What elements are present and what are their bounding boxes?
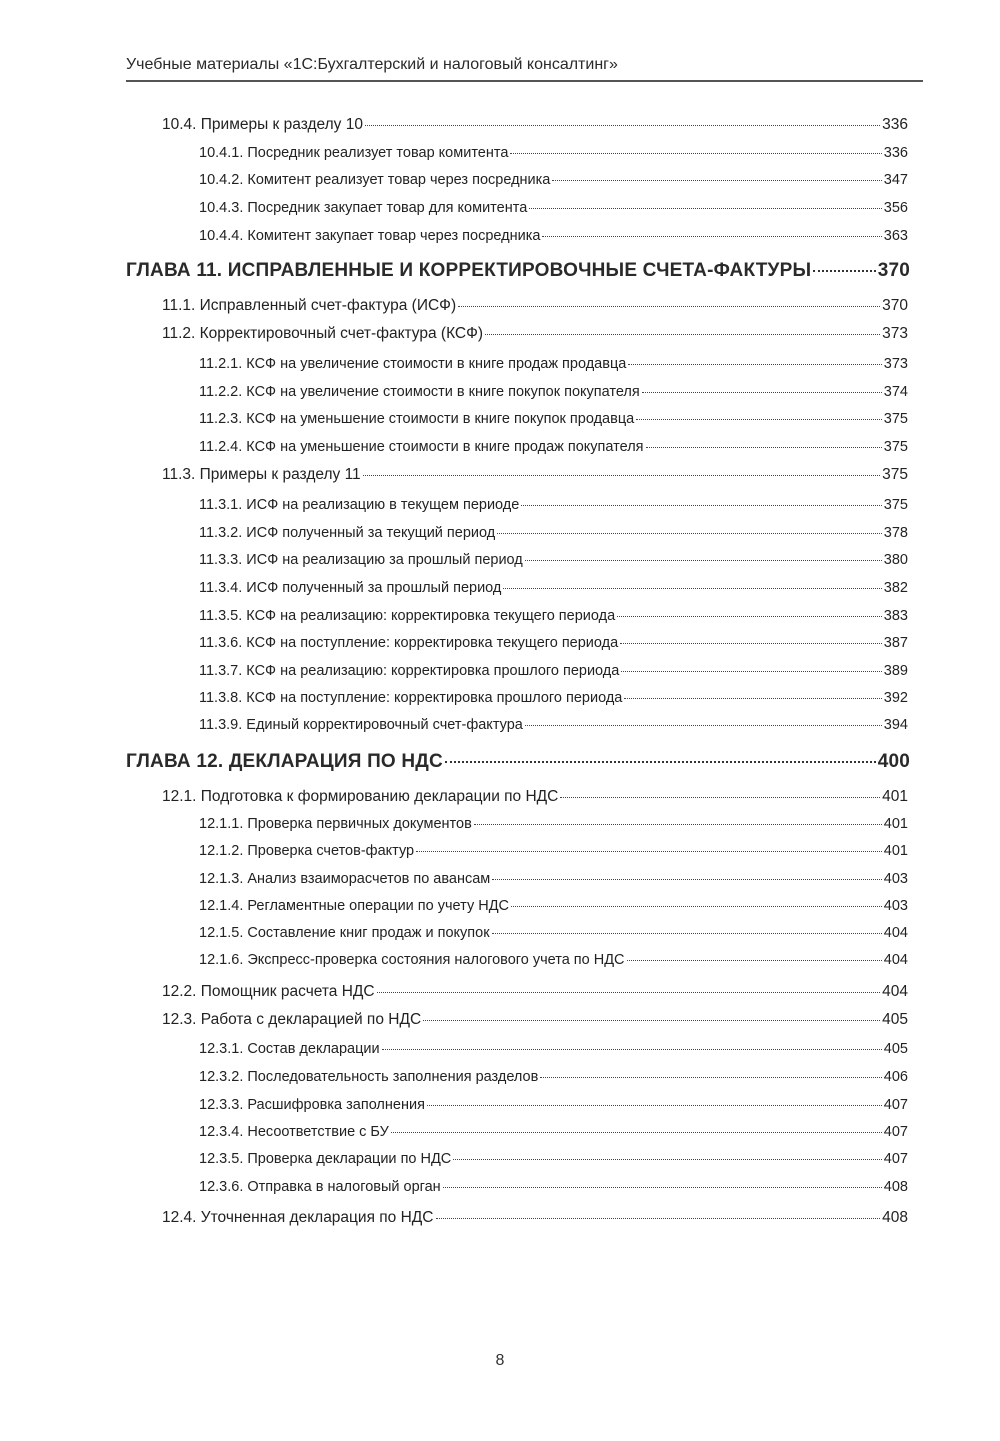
toc-entry [199,925,908,941]
toc-entry-page: 404 [883,952,908,968]
toc-entry-title: 12.3.1. Состав декларации [199,1041,380,1057]
toc-entry-title: 12.3.5. Проверка декларации по НДС [199,1151,452,1167]
dot-leader [416,851,882,852]
toc-entry-title: 12.1.1. Проверка первичных документов [199,816,472,832]
toc-entry [199,717,908,733]
toc-entry-page: 370 [877,260,910,281]
toc-entry-page: 403 [883,871,908,887]
toc-entry-page: 356 [883,200,908,216]
toc-entry [199,816,908,832]
toc-entry-title: 10.4.3. Посредник закупает товар для комитента [199,200,528,216]
toc-entry-title: 12.3. Работа с декларацией по НДС [162,1011,422,1028]
toc-entry [162,325,908,343]
page-number: 8 [495,1352,505,1369]
toc-entry-page: 389 [883,663,908,679]
toc-entry-page: 375 [883,497,908,513]
toc-entry-page: 407 [883,1151,908,1167]
toc-entry-page: 370 [882,297,908,314]
dot-leader [624,698,881,699]
toc-entry-title: 11.2.1. КСФ на увеличение стоимости в книге продаж продавца [199,356,627,372]
dot-leader [560,797,880,798]
toc-entry-page: 401 [882,788,908,805]
dot-leader [642,392,882,393]
toc-entry [199,580,908,596]
toc-entry-page: 392 [883,690,908,706]
toc-entry-title: 11.3.5. КСФ на реализацию: корректировка текущего периода [199,608,616,624]
toc-entry [199,1069,908,1085]
toc-entry [199,1041,908,1057]
toc-entry-title: 10.4.2. Комитент реализует товар через посредника [199,172,551,188]
dot-leader [525,560,882,561]
toc-entry-page: 406 [883,1069,908,1085]
toc-entry [199,1179,908,1195]
toc-entry-page: 336 [883,145,908,161]
dot-leader [497,533,882,534]
toc-entry-title: 11.2.2. КСФ на увеличение стоимости в книге покупок покупателя [199,384,640,400]
toc-entry-title: 11.3.9. Единый корректировочный счет-фактура [199,717,523,733]
toc-entry-title: 12.2. Помощник расчета НДС [162,983,375,1000]
toc-entry-title: 12.3.6. Отправка в налоговый орган [199,1179,441,1195]
dot-leader [427,1105,882,1106]
dot-leader [443,1187,882,1188]
dot-leader [436,1218,881,1219]
dot-leader [552,180,881,181]
toc-entry [199,871,908,887]
toc-entry-title: 11.3.8. КСФ на поступление: корректировка прошлого периода [199,690,623,706]
dot-leader [363,475,880,476]
toc-entry-page: 375 [882,466,908,483]
toc-entry [199,663,908,679]
toc-entry-page: 403 [883,898,908,914]
toc-entry-title: 12.1.6. Экспресс-проверка состояния налогового учета по НДС [199,952,625,968]
toc-entry-page: 336 [882,116,908,133]
toc-entry-page: 404 [882,983,908,1000]
toc-entry-title: 12.3.2. Последовательность заполнения разделов [199,1069,539,1085]
toc-entry-page: 375 [883,439,908,455]
dot-leader [542,236,881,237]
toc-entry-page: 387 [883,635,908,651]
dot-leader [628,364,881,365]
toc-chapter [126,260,910,282]
toc-entry-page: 375 [883,411,908,427]
toc-entry-page: 363 [883,228,908,244]
toc-entry [162,788,908,806]
toc-entry-title: ГЛАВА 12. ДЕКЛАРАЦИЯ ПО НДС [126,751,443,772]
toc-entry-title: 10.4. Примеры к разделу 10 [162,116,363,133]
toc-entry-page: 400 [877,751,910,772]
dot-leader [423,1020,880,1021]
toc-entry-page: 380 [883,552,908,568]
dot-leader [391,1132,882,1133]
toc-entry-title: 11.2. Корректировочный счет-фактура (КСФ) [162,325,484,342]
dot-leader [621,671,881,672]
toc-entry-title: 12.3.3. Расшифровка заполнения [199,1097,425,1113]
toc-entry [162,983,908,1001]
toc-entry [199,439,908,455]
dot-leader [540,1077,881,1078]
toc-entry-page: 407 [883,1124,908,1140]
toc-entry-title: 12.4. Уточненная декларация по НДС [162,1209,434,1226]
toc-entry-page: 408 [883,1179,908,1195]
toc-entry-title: 12.1.5. Составление книг продаж и покупок [199,925,490,941]
dot-leader [510,153,881,154]
toc-entry [199,1097,908,1113]
toc-entry [199,172,908,188]
toc-entry-title: 12.1.3. Анализ взаиморасчетов по авансам [199,871,491,887]
toc-entry [199,497,908,513]
dot-leader [620,643,882,644]
toc-entry-page: 404 [883,925,908,941]
dot-leader [458,306,880,307]
toc-entry [199,635,908,651]
dot-leader [636,419,882,420]
dot-leader [474,824,882,825]
toc-entry-page: 382 [883,580,908,596]
toc-entry [199,1151,908,1167]
running-header: Учебные материалы «1С:Бухгалтерский и налоговый консалтинг» [126,56,618,73]
dot-leader [365,125,880,126]
toc-entry [199,608,908,624]
toc-entry [199,228,908,244]
toc-entry-page: 407 [883,1097,908,1113]
dot-leader [529,208,882,209]
toc-entry-page: 373 [882,325,908,342]
dot-leader [525,725,882,726]
toc-entry [199,525,908,541]
toc-entry-page: 383 [883,608,908,624]
toc-entry-title: 11.2.4. КСФ на уменьшение стоимости в книге продаж покупателя [199,439,644,455]
toc-entry [199,200,908,216]
dot-leader [492,879,882,880]
dot-leader [617,616,882,617]
dot-leader [382,1049,882,1050]
toc-entry-page: 394 [883,717,908,733]
toc-entry-page: 347 [883,172,908,188]
toc-entry-title: 11.3.1. ИСФ на реализацию в текущем периоде [199,497,520,513]
toc-entry-title: 11.3.7. КСФ на реализацию: корректировка прошлого периода [199,663,620,679]
toc-entry-title: ГЛАВА 11. ИСПРАВЛЕННЫЕ И КОРРЕКТИРОВОЧНЫЕ СЧЕТА-ФАКТУРЫ [126,260,812,281]
toc-entry-title: 11.3.4. ИСФ полученный за прошлый период [199,580,502,596]
toc-entry-page: 401 [883,816,908,832]
toc-entry [199,552,908,568]
toc-entry [199,898,908,914]
toc-entry-page: 374 [883,384,908,400]
toc-entry [162,297,908,315]
toc-entry-page: 373 [883,356,908,372]
toc-entry-page: 408 [882,1209,908,1226]
toc-entry [199,843,908,859]
toc-chapter [126,751,910,773]
toc-entry [199,356,908,372]
toc-entry-title: 10.4.1. Посредник реализует товар комитента [199,145,509,161]
toc-entry-title: 12.1.4. Регламентные операции по учету НДС [199,898,509,914]
toc-entry [199,384,908,400]
toc-entry-title: 12.1. Подготовка к формированию декларации по НДС [162,788,559,805]
toc-entry-page: 405 [883,1041,908,1057]
dot-leader [813,270,875,272]
toc-entry-title: 11.3.6. КСФ на поступление: корректировка текущего периода [199,635,619,651]
toc-entry-title: 11.3.3. ИСФ на реализацию за прошлый период [199,552,523,568]
dot-leader [377,992,881,993]
dot-leader [521,505,881,506]
toc-entry-page: 401 [883,843,908,859]
dot-leader [627,960,882,961]
dot-leader [485,334,880,335]
toc-entry-title: 12.1.2. Проверка счетов-фактур [199,843,415,859]
dot-leader [492,933,882,934]
toc-entry-title: 11.3. Примеры к разделу 11 [162,466,361,483]
toc-entry [199,145,908,161]
toc-entry-page: 405 [882,1011,908,1028]
toc-entry [199,952,908,968]
toc-entry [199,690,908,706]
dot-leader [503,588,881,589]
toc-entry [199,411,908,427]
toc-entry-title: 11.2.3. КСФ на уменьшение стоимости в книге покупок продавца [199,411,635,427]
toc-entry-title: 11.1. Исправленный счет-фактура (ИСФ) [162,297,457,314]
toc-entry [162,116,908,134]
dot-leader [453,1159,882,1160]
dot-leader [445,761,876,763]
toc-entry-title: 10.4.4. Комитент закупает товар через посредника [199,228,541,244]
toc-entry-title: 12.3.4. Несоответствие с БУ [199,1124,389,1140]
toc-entry [162,1011,908,1029]
toc-entry-title: 11.3.2. ИСФ полученный за текущий период [199,525,496,541]
dot-leader [646,447,882,448]
toc-entry [162,466,908,484]
dot-leader [511,906,882,907]
toc-entry-page: 378 [883,525,908,541]
toc-entry [199,1124,908,1140]
toc-entry [162,1209,908,1227]
